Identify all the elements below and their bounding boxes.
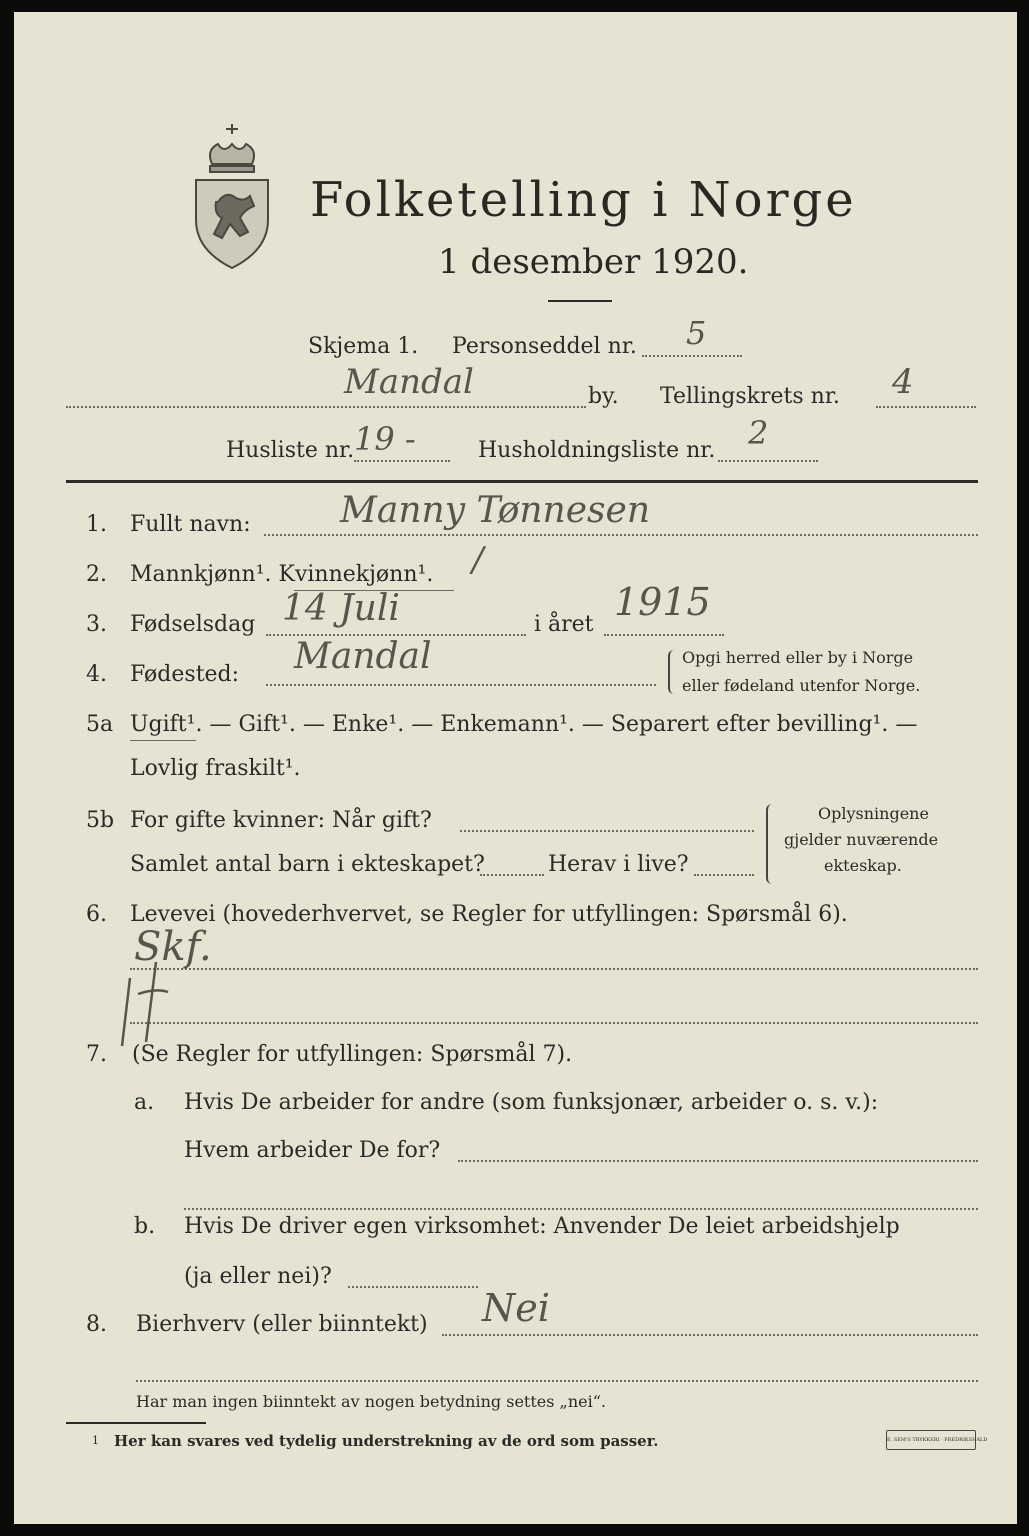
schema-label: Skjema 1.: [308, 334, 419, 359]
q7b-line2: (ja eller nei)?: [184, 1264, 332, 1289]
husholdning-label: Husholdningsliste nr.: [478, 438, 716, 463]
norway-coat-of-arms-icon: [190, 120, 274, 272]
full-name-value: Manny Tønnesen: [340, 490, 651, 531]
husholdning-value: 2: [748, 414, 769, 452]
q4-note-line2: eller fødeland utenfor Norge.: [682, 676, 921, 695]
form-title: Folketelling i Norge: [310, 172, 857, 228]
q1-number: 1.: [86, 512, 107, 537]
q4-label: Fødested:: [130, 662, 240, 687]
q3-label: Fødselsdag: [130, 612, 256, 637]
title-divider: [548, 300, 612, 302]
printer-stamp: E. SEM'S TRYKKERI · FREDRIKSHALD: [886, 1430, 976, 1450]
footnote-rule: [66, 1422, 206, 1424]
gender-mark: /: [472, 540, 484, 580]
census-form-page: [14, 12, 1017, 1524]
children-count-field[interactable]: [480, 874, 544, 876]
occupation-field-line1[interactable]: [130, 968, 978, 970]
birth-year-field[interactable]: [604, 634, 724, 636]
ugift-underline: [130, 740, 196, 741]
birth-year-label: i året: [534, 612, 594, 637]
husliste-field[interactable]: [354, 460, 450, 462]
q6-label: Levevei (hovederhvervet, se Regler for utfyllingen: Spørsmål 6).: [130, 902, 848, 927]
q7a-letter: a.: [134, 1090, 155, 1115]
tellingskrets-label: Tellingskrets nr.: [660, 384, 840, 409]
q4-note-line1: Opgi herred eller by i Norge: [682, 648, 914, 667]
occupation-scribble-icon: [116, 958, 196, 1048]
occupation-value: Skf.: [134, 924, 212, 970]
city-field[interactable]: [66, 406, 586, 408]
q5a-line1: Ugift¹. — Gift¹. — Enke¹. — Enkemann¹. — Separert efter bevilling¹. —: [130, 712, 918, 737]
birth-year-value: 1915: [614, 580, 711, 624]
occupation-field-line2[interactable]: [130, 1022, 978, 1024]
q2-label: Mannkjønn¹. Kvinnekjønn¹.: [130, 562, 434, 587]
q5b-note-line2: gjelder nuværende: [784, 830, 939, 849]
q7b-line1: Hvis De driver egen virksomhet: Anvender De leiet arbeidshjelp: [184, 1214, 900, 1239]
footnote-text: Her kan svares ved tydelig understrekning av de ord som passer.: [114, 1432, 659, 1450]
q5b-note-line3: ekteskap.: [824, 856, 902, 875]
birthplace-field[interactable]: [266, 684, 656, 686]
husliste-value: 19 -: [354, 420, 416, 458]
employer-field-line1[interactable]: [458, 1160, 978, 1162]
header-rule: [66, 480, 978, 483]
q5b-number: 5b: [86, 808, 115, 833]
city-value: Mandal: [344, 362, 474, 402]
q2-number: 2.: [86, 562, 107, 587]
by-label: by.: [588, 384, 619, 409]
birthplace-value: Mandal: [294, 636, 432, 677]
q3-number: 3.: [86, 612, 107, 637]
married-when-field[interactable]: [460, 830, 754, 832]
q7b-letter: b.: [134, 1214, 156, 1239]
side-income-field-line2[interactable]: [136, 1380, 978, 1382]
tellingskrets-field[interactable]: [876, 406, 976, 408]
q8-label: Bierhverv (eller biinntekt): [136, 1312, 428, 1337]
q5b-line2b: Herav i live?: [548, 852, 689, 877]
q1-label: Fullt navn:: [130, 512, 251, 537]
footnote-number: 1: [92, 1434, 99, 1447]
q5b-note-brace: [766, 804, 776, 884]
personseddel-field[interactable]: [642, 355, 742, 357]
personseddel-value: 5: [686, 314, 707, 352]
q4-number: 4.: [86, 662, 107, 687]
tellingskrets-value: 4: [892, 362, 914, 402]
q6-number: 6.: [86, 902, 107, 927]
q7a-line2: Hvem arbeider De for?: [184, 1138, 441, 1163]
census-date: 1 desember 1920.: [438, 242, 749, 282]
children-alive-field[interactable]: [694, 874, 754, 876]
q7a-line1: Hvis De arbeider for andre (som funksjonær, arbeider o. s. v.):: [184, 1090, 879, 1115]
q7-label: (Se Regler for utfyllingen: Spørsmål 7).: [132, 1042, 573, 1067]
q5b-note-line1: Oplysningene: [818, 804, 929, 823]
employer-field-line2[interactable]: [184, 1208, 978, 1210]
q4-note-brace: [668, 650, 676, 694]
side-income-field[interactable]: [442, 1334, 978, 1336]
personseddel-label: Personseddel nr.: [452, 334, 637, 359]
full-name-field[interactable]: [264, 534, 978, 536]
husholdning-field[interactable]: [718, 460, 818, 462]
husliste-label: Husliste nr.: [226, 438, 355, 463]
side-income-value: Nei: [482, 1286, 550, 1330]
q5a-number: 5a: [86, 712, 114, 737]
q7-number: 7.: [86, 1042, 107, 1067]
income-note: Har man ingen biinntekt av nogen betydning settes „nei“.: [136, 1392, 606, 1411]
hired-help-field[interactable]: [348, 1286, 478, 1288]
q5b-line1: For gifte kvinner: Når gift?: [130, 808, 432, 833]
q5b-line2a: Samlet antal barn i ekteskapet?: [130, 852, 485, 877]
q5a-line2: Lovlig fraskilt¹.: [130, 756, 301, 781]
q8-number: 8.: [86, 1312, 107, 1337]
birthday-value: 14 Juli: [282, 588, 400, 629]
